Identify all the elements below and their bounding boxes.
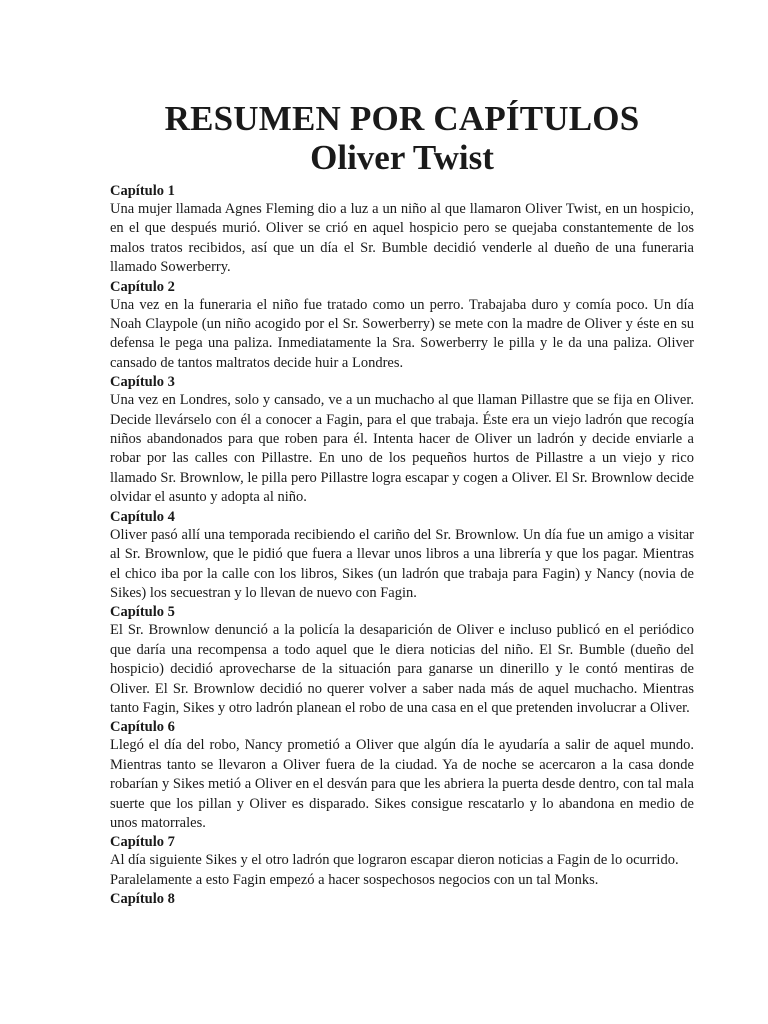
chapter-heading: Capítulo 2	[110, 278, 175, 295]
chapter-section	[110, 833, 694, 890]
chapter-heading: Capítulo 5	[110, 604, 175, 621]
document-page	[110, 100, 694, 908]
chapter-paragraph: Una vez en Londres, solo y cansado, ve a un muchacho al que llaman Pillastre que se fija en Oliver. Decide llevárselo con él a conocer a Fagin, para el que trabaja. Éste era un viejo ladrón que recogía niños abandonados para que roben para él. Intenta hacer de Oliver un ladrón y decide enviarle a robar por las calles con Pillastre. En uno de los pequeños hurtos de Pillastre a un viejo y rico llamado Sr. Brownlow, le pilla pero Pillastre logra escapar y cogen a Oliver. El Sr. Brownlow decide olvidar el asunto y adopta al niño.	[110, 392, 694, 506]
document-title: RESUMEN POR CAPÍTULOS	[164, 99, 640, 138]
chapter-section	[110, 718, 694, 833]
chapter-paragraph: Paralelamente a esto Fagin empezó a hacer sospechosos negocios con un tal Monks.	[110, 871, 599, 888]
chapter-paragraph: Una mujer llamada Agnes Fleming dio a luz a un niño al que llamaron Oliver Twist, en un hospicio, en el que después murió. Oliver se crió en aquel hospicio pero se quejaba constantemente de los malos tratos recibidos, así que un día el Sr. Bumble decidió venderle al dueño de una funeraria llamado Sowerberry.	[110, 201, 694, 276]
chapter-section	[110, 603, 694, 718]
chapter-heading: Capítulo 1	[110, 183, 175, 199]
chapter-paragraph: Al día siguiente Sikes y el otro ladrón que lograron escapar dieron noticias a Fagin de lo ocurrido.	[110, 852, 679, 869]
document-subtitle: Oliver Twist	[310, 138, 494, 177]
chapter-heading: Capítulo 4	[110, 508, 175, 525]
chapter-section	[110, 278, 694, 374]
chapter-heading: Capítulo 6	[110, 719, 175, 736]
chapter-section	[110, 182, 694, 278]
chapter-paragraph: Una vez en la funeraria el niño fue tratado como un perro. Trabajaba duro y comía poco. Un día Noah Claypole (un niño acogido por el Sr. Sowerberry) se mete con la madre de Oliver y éste en su defensa le pega una paliza. Inmediatamente la Sra. Sowerberry le pilla y le da una paliza. Oliver cansado de tantos maltratos decide huir a Londres.	[110, 296, 694, 371]
chapter-paragraph: Llegó el día del robo, Nancy prometió a Oliver que algún día le ayudaría a salir de aquel mundo. Mientras tanto se llevaron a Oliver fuera de la ciudad. Ya de noche se acercaron a la casa donde robarían y Sikes metió a Oliver en el desván para que les abriera la puerta desde dentro, con tal mala suerte que los pillan y Oliver es disparado. Sikes consigue rescatarlo y lo abandona en medio de unos matorrales.	[110, 737, 694, 831]
chapter-heading: Capítulo 3	[110, 374, 175, 391]
chapter-paragraph: Oliver pasó allí una temporada recibiendo el cariño del Sr. Brownlow. Un día fue un amigo a visitar al Sr. Brownlow, que le pidió que fuera a llevar unos libros a una librería y que los pagar. Mientras el chico iba por la calle con los libros, Sikes (un ladrón que trabaja para Fagin) y Nancy (novia de Sikes) los secuestran y lo llevan de nuevo con Fagin.	[110, 526, 694, 601]
chapter-section	[110, 890, 694, 908]
chapter-list	[110, 182, 694, 908]
chapter-paragraph: El Sr. Brownlow denunció a la policía la desaparición de Oliver e incluso publicó en el periódico que daría una recompensa a todo aquel que le diera noticias del niño. El Sr. Bumble (dueño del hospicio) decidió aprovecharse de la situación para ganarse un dinerillo y le contó mentiras de Oliver. El Sr. Brownlow decidió no querer volver a saber nada más de aquel muchacho. Mientras tanto Fagin, Sikes y otro ladrón planean el robo de una casa en el que pretenden involucrar a Oliver.	[110, 622, 694, 716]
chapter-section	[110, 508, 694, 604]
chapter-heading: Capítulo 7	[110, 834, 175, 851]
chapter-section	[110, 373, 694, 507]
chapter-heading: Capítulo 8	[110, 891, 175, 908]
